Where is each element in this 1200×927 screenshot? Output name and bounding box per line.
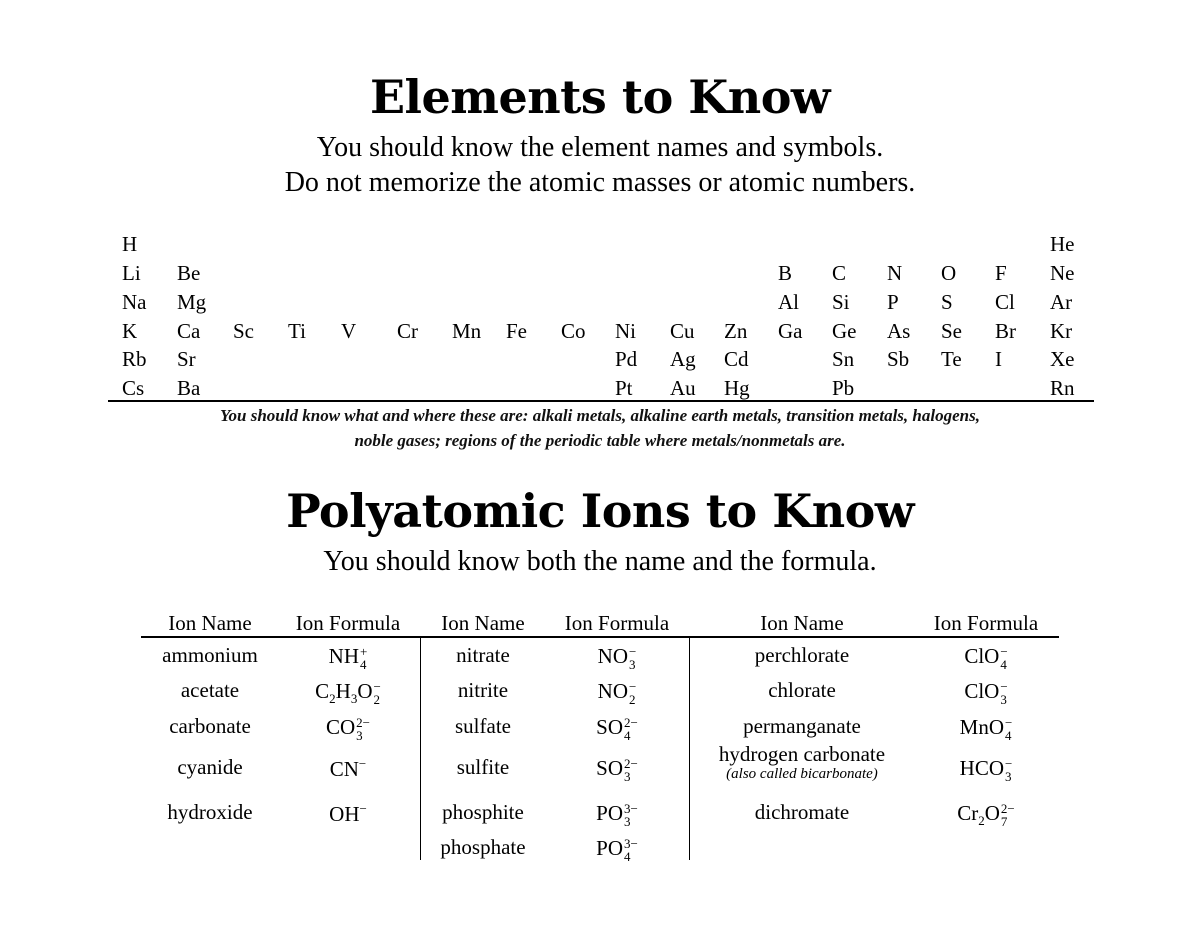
ion-formula: HCO − 3: [959, 755, 1013, 784]
element-symbol: Na: [122, 290, 147, 314]
ion-formula: $C_2H_3O$ − 2: [315, 678, 381, 707]
element-symbol: Zn: [724, 319, 748, 343]
element-symbol: Ga: [778, 319, 803, 343]
element-symbol: Ba: [177, 376, 201, 400]
element-symbol: Xe: [1050, 347, 1075, 371]
element-symbol: Pd: [615, 347, 638, 371]
element-symbol: Mg: [177, 290, 207, 314]
element-symbol: P: [887, 290, 899, 314]
element-symbol: Mn: [452, 319, 482, 343]
ion-formula: OH−: [329, 801, 367, 826]
ion-formula: ClO − 4: [964, 643, 1008, 672]
element-symbol: Sb: [887, 347, 910, 371]
ions-divider-1: [420, 638, 421, 860]
ion-name: carbonate: [169, 714, 251, 738]
elements-subtitle-1: You should know the element names and symbols.: [316, 132, 884, 163]
element-symbol: Al: [778, 290, 799, 314]
ion-name: phosphite: [442, 800, 524, 824]
header-ion-formula-3: Ion Formula: [933, 611, 1039, 635]
element-symbol: Ar: [1050, 290, 1073, 314]
ion-formula: NO − 2: [597, 678, 637, 707]
element-symbol: Ne: [1050, 261, 1075, 285]
element-symbol: Hg: [724, 376, 750, 400]
ion-alt-name-note: (also called bicarbonate): [726, 766, 878, 782]
ion-name: phosphate: [440, 835, 526, 859]
ion-formula: PO 3− 4: [596, 835, 638, 864]
element-symbol: Sn: [832, 347, 855, 371]
ion-name: chlorate: [768, 678, 836, 702]
ion-name: acetate: [180, 678, 240, 702]
ion-formula: MnO − 4: [959, 714, 1013, 743]
element-symbol: Cu: [670, 319, 695, 343]
element-symbol: Ag: [670, 347, 696, 371]
periodic-table-rule: [108, 400, 1094, 402]
element-symbol: Te: [941, 347, 962, 371]
ion-name: [719, 744, 885, 782]
element-symbol: O: [941, 261, 957, 285]
ion-name: nitrate: [456, 643, 510, 667]
ions-subtitle: You should know both the name and the formula.: [323, 546, 877, 577]
elements-subtitle-2: Do not memorize the atomic masses or atomic numbers.: [284, 167, 916, 198]
ions-divider-2: [689, 638, 690, 860]
element-symbol: Fe: [506, 319, 527, 343]
ion-name-text: hydrogen carbonate: [718, 742, 886, 766]
element-symbol: Cd: [724, 347, 749, 371]
header-ion-name-1: Ion Name: [168, 611, 252, 635]
element-symbol: Sc: [233, 319, 254, 343]
element-symbol: K: [122, 319, 138, 343]
element-symbol: As: [887, 319, 911, 343]
element-symbol: Pb: [832, 376, 855, 400]
periodic-note-line-2: noble gases; regions of the periodic table where metals/nonmetals are.: [354, 431, 846, 450]
element-symbol: Si: [832, 290, 850, 314]
ion-formula: NH + 4: [328, 643, 368, 672]
element-symbol: N: [887, 261, 903, 285]
element-symbol: Se: [941, 319, 962, 343]
ion-formula: ClO − 3: [964, 678, 1008, 707]
element-symbol: Kr: [1050, 319, 1073, 343]
element-symbol: Au: [670, 376, 696, 400]
element-symbol: S: [941, 290, 953, 314]
ion-name: ammonium: [162, 643, 258, 667]
element-symbol: F: [995, 261, 1007, 285]
header-ion-name-3: Ion Name: [760, 611, 844, 635]
ion-name: dichromate: [754, 800, 850, 824]
element-symbol: Rn: [1050, 376, 1075, 400]
element-symbol: Sr: [177, 347, 196, 371]
elements-title: Elements to Know: [370, 70, 830, 124]
periodic-note-line-1: You should know what and where these are: alkali metals, alkaline earth metals, transition metals, halogens,: [220, 406, 980, 425]
element-symbol: He: [1050, 232, 1075, 256]
element-symbol: Rb: [122, 347, 147, 371]
element-symbol: Ti: [288, 319, 306, 343]
element-symbol: Cs: [122, 376, 145, 400]
element-symbol: Ca: [177, 319, 201, 343]
element-symbol: Pt: [615, 376, 633, 400]
ion-formula: CO 2− 3: [325, 714, 371, 743]
ion-formula: $Cr_2O$ 2− 7: [957, 800, 1015, 829]
ion-name: perchlorate: [754, 643, 850, 667]
ion-formula: PO 3− 3: [596, 800, 638, 829]
element-symbol: Cr: [397, 319, 418, 343]
ion-formula: SO 2− 4: [596, 714, 638, 743]
ions-header-rule: [141, 636, 1059, 638]
element-symbol: Be: [177, 261, 201, 285]
ion-formula: SO 2− 3: [596, 755, 638, 784]
ion-name: hydroxide: [167, 800, 253, 824]
element-symbol: H: [122, 232, 138, 256]
element-symbol: I: [995, 347, 1002, 371]
element-symbol: Co: [561, 319, 586, 343]
ion-name: permanganate: [743, 714, 861, 738]
element-symbol: B: [778, 261, 793, 285]
ions-title: Polyatomic Ions to Know: [286, 484, 914, 538]
ion-formula: CN−: [329, 756, 367, 781]
header-ion-formula-1: Ion Formula: [295, 611, 401, 635]
element-symbol: V: [341, 319, 357, 343]
ion-name: sulfite: [456, 755, 510, 779]
ion-name: nitrite: [457, 678, 509, 702]
header-ion-name-2: Ion Name: [441, 611, 525, 635]
ion-name: cyanide: [177, 755, 243, 779]
element-symbol: Br: [995, 319, 1016, 343]
ion-formula: NO − 3: [597, 643, 637, 672]
element-symbol: C: [832, 261, 847, 285]
element-symbol: Cl: [995, 290, 1015, 314]
header-ion-formula-2: Ion Formula: [564, 611, 670, 635]
element-symbol: Ni: [615, 319, 636, 343]
element-symbol: Ge: [832, 319, 857, 343]
ion-name: sulfate: [455, 714, 511, 738]
element-symbol: Li: [122, 261, 141, 285]
